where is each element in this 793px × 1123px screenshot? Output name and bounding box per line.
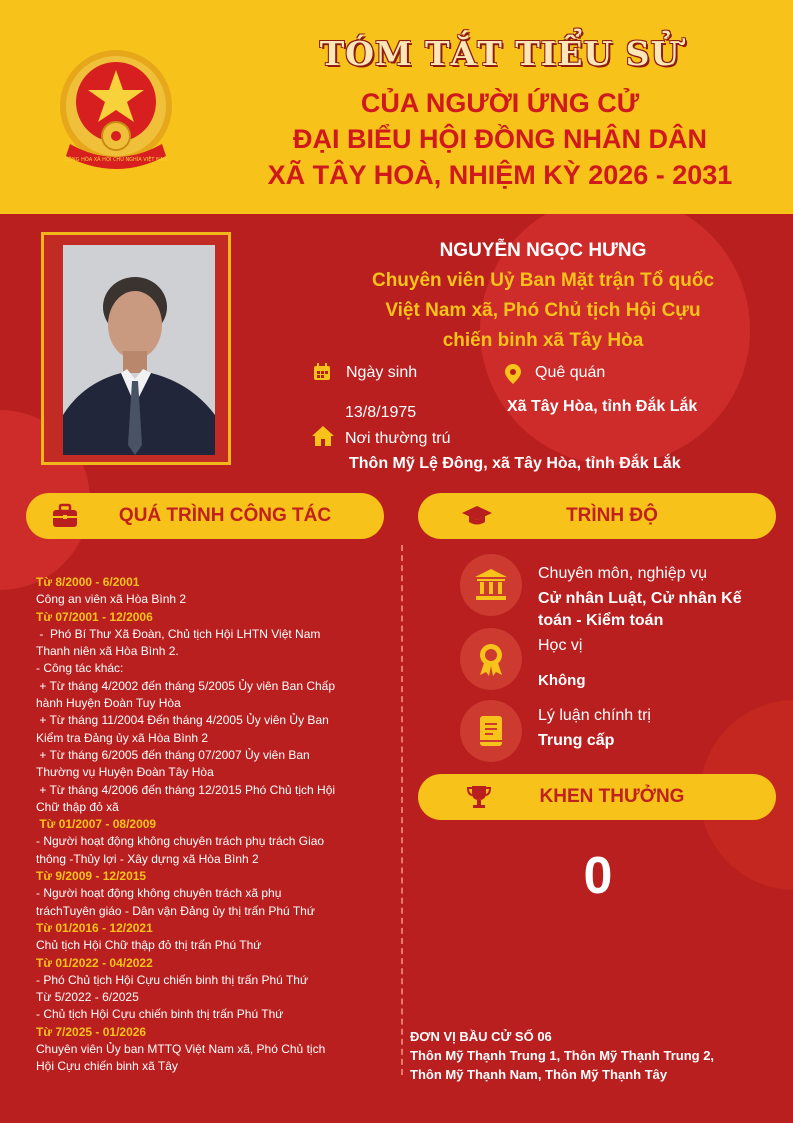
header-band	[0, 0, 793, 214]
calendar-icon	[313, 363, 331, 386]
portrait-frame	[41, 232, 231, 465]
timeline-entry: Kiểm tra Đảng ủy xã Hòa Bình 2	[36, 730, 209, 745]
residence-value: Thôn Mỹ Lệ Đông, xã Tây Hòa, tỉnh Đắk Lắk	[349, 455, 681, 472]
politics-circle	[460, 700, 522, 762]
degree-label: Học vị	[538, 637, 583, 654]
timeline-period: Từ 01/2022 - 04/2022	[36, 955, 153, 970]
timeline-entry: + Từ tháng 11/2004 Đến tháng 4/2005 Ủy viên Ủy Ban	[36, 713, 329, 728]
briefcase-icon	[52, 503, 78, 529]
timeline-entry: thông -Thủy lợi - Xây dựng xã Hòa Bình 2	[36, 851, 259, 866]
residence-label: Nơi thường trú	[345, 430, 451, 447]
section-education-title: TRÌNH ĐỘ	[566, 505, 658, 526]
candidate-portrait	[63, 245, 215, 455]
hometown-label: Quê quán	[535, 364, 606, 381]
section-work-title: QUÁ TRÌNH CÔNG TÁC	[118, 505, 332, 526]
education-circle	[460, 554, 522, 616]
timeline-entry: Chữ thập đỏ xã	[36, 799, 119, 814]
column-divider	[401, 545, 403, 1075]
subtitle-line-3: XÃ TÂY HOÀ, NHIỆM KỲ 2026 - 2031	[267, 160, 733, 190]
timeline-entry: Chuyên viên Ủy ban MTTQ Việt Nam xã, Phó Chủ tịch	[36, 1042, 326, 1057]
timeline-entry: hành Huyện Đoàn Tuy Hòa	[36, 696, 181, 711]
awards-count: 0	[583, 847, 613, 905]
electoral-unit-line: Thôn Mỹ Thạnh Nam, Thôn Mỹ Thạnh Tây	[410, 1067, 668, 1082]
politics-value: Trung cấp	[538, 732, 615, 749]
specialty-value-line: Cử nhân Luật, Cử nhân Kế	[538, 590, 742, 607]
timeline-entry: tráchTuyên giáo - Dân vận Đảng ủy thị trấn Phú Thứ	[36, 903, 315, 918]
candidate-position-line: Việt Nam xã, Phó Chủ tịch Hội Cựu	[385, 300, 701, 321]
section-education-header	[418, 493, 776, 539]
electoral-unit	[410, 1027, 780, 1084]
timeline-entry: Hội Cựu chiến binh xã Tây	[36, 1059, 178, 1074]
timeline-entry: - Phó Bí Thư Xã Đoàn, Chủ tịch Hội LHTN Việt Nam	[36, 626, 321, 641]
candidate-position-line: Chuyên viên Uỷ Ban Mặt trận Tổ quốc	[371, 270, 715, 291]
timeline-period: Từ 01/2007 - 08/2009	[36, 817, 157, 832]
timeline-entry: Công an viên xã Hòa Bình 2	[36, 592, 187, 607]
candidate-name: NGUYỄN NGỌC HƯNG	[439, 240, 647, 261]
location-pin-icon	[505, 364, 521, 389]
timeline-period: Từ 01/2016 - 12/2021	[36, 920, 153, 935]
section-awards-title: KHEN THƯỞNG	[539, 786, 685, 807]
timeline-period: Từ 7/2025 - 01/2026	[36, 1024, 147, 1039]
subtitle-line-2: ĐẠI BIỂU HỘI ĐỒNG NHÂN DÂN	[292, 124, 707, 154]
timeline-period: Từ 07/2001 - 12/2006	[36, 609, 153, 624]
timeline-entry: - Công tác khác:	[36, 661, 124, 676]
timeline-entry: - Phó Chủ tịch Hội Cựu chiến binh thị trấn Phú Thứ	[36, 972, 308, 987]
timeline-period: Từ 9/2009 - 12/2015	[36, 869, 147, 884]
specialty-label: Chuyên môn, nghiệp vụ	[538, 565, 707, 582]
timeline-entry: - Người hoạt động không chuyên trách phụ trách Giao	[36, 834, 325, 849]
page-title: TÓM TẮT TIỂU SỬ	[319, 34, 681, 73]
politics-label: Lý luận chính trị	[538, 707, 651, 724]
section-work-header	[26, 493, 384, 539]
electoral-unit-line: Thôn Mỹ Thạnh Trung 1, Thôn Mỹ Thạnh Trung 2,	[410, 1048, 715, 1063]
birth-value: 13/8/1975	[345, 404, 417, 421]
timeline-entry: - Chủ tịch Hội Cựu chiến binh thị trấn Phú Thứ	[36, 1007, 284, 1022]
degree-circle	[460, 628, 522, 690]
national-emblem-icon	[56, 44, 176, 174]
graduation-cap-icon	[462, 503, 488, 529]
emblem-ribbon-text: CỘNG HÒA XÃ HỘI CHỦ NGHĨA VIỆT NAM	[64, 157, 168, 163]
electoral-unit-title: ĐƠN VỊ BẦU CỬ SỐ 06	[410, 1029, 552, 1044]
subtitle-line-1: CỦA NGƯỜI ỨNG CỬ	[360, 88, 640, 118]
timeline-entry: + Từ tháng 4/2002 đến tháng 5/2005 Ủy viên Ban Chấp	[36, 678, 336, 693]
timeline-entry: + Từ tháng 4/2006 đến tháng 12/2015 Phó Chủ tịch Hội	[36, 782, 336, 797]
timeline-entry: Từ 5/2022 - 6/2025	[36, 990, 139, 1005]
timeline-entry: + Từ tháng 6/2005 đến tháng 07/2007 Ủy viên Ban	[36, 747, 310, 762]
section-awards-header	[418, 774, 776, 820]
birth-label: Ngày sinh	[346, 364, 418, 381]
timeline-entry: Chủ tịch Hội Chữ thập đỏ thị trấn Phú Thứ	[36, 938, 262, 953]
candidate-position-line: chiến binh xã Tây Hòa	[442, 330, 644, 351]
work-timeline	[36, 574, 386, 1076]
home-icon	[312, 426, 334, 451]
timeline-entry: Thanh niên xã Hòa Bình 2.	[36, 644, 179, 659]
trophy-icon	[466, 784, 492, 810]
timeline-entry: Thường vụ Huyện Đoàn Tây Hòa	[36, 765, 214, 780]
timeline-period: Từ 8/2000 - 6/2001	[36, 575, 140, 589]
timeline-entry: - Người hoạt động không chuyên trách xã phụ	[36, 886, 282, 901]
hometown-value: Xã Tây Hòa, tỉnh Đắk Lắk	[507, 398, 698, 415]
specialty-value-line: toán - Kiểm toán	[538, 612, 664, 629]
degree-value: Không	[538, 672, 586, 689]
